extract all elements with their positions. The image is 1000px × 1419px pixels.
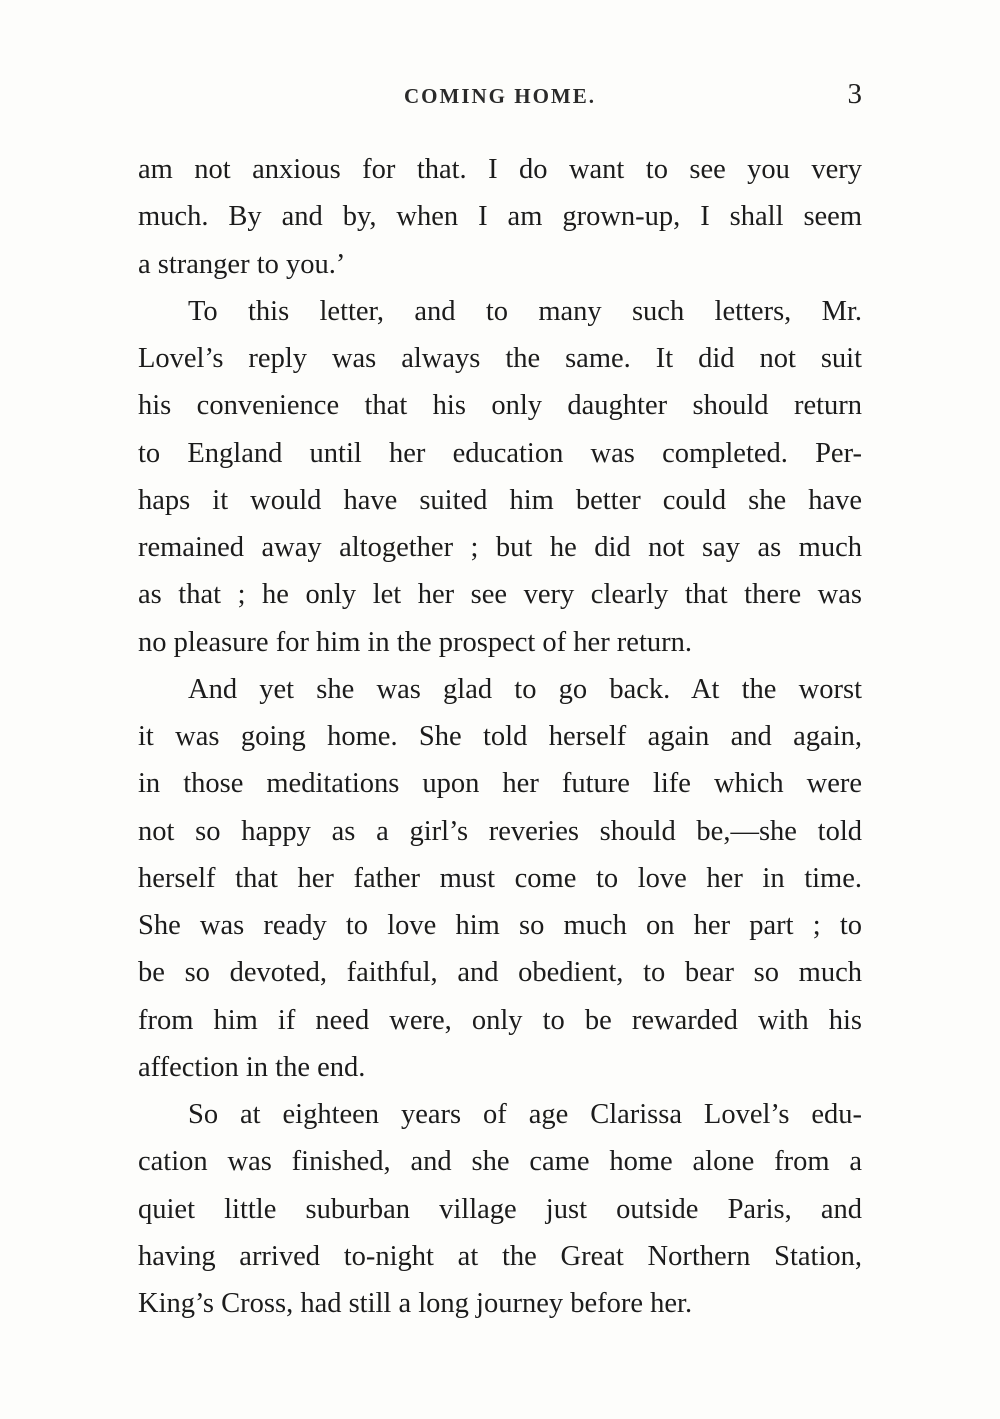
text-line: remained away altogether ; but he did not say as much <box>138 532 862 563</box>
text-line: from him if need were, only to be rewarded with his <box>138 1004 862 1036</box>
text-line: much. By and by, when I am grown-up, I shall seem <box>138 201 862 233</box>
text-line: his convenience that his only daughter should return <box>138 390 862 422</box>
text-line: King’s Cross, had still a long journey before her. <box>138 1288 693 1319</box>
text-line: not so happy as a girl’s reveries should be,—she told <box>138 815 862 847</box>
text-line: haps it would have suited him better could she have <box>138 484 862 516</box>
text-line: cation was finished, and she came home alone from a <box>138 1146 862 1178</box>
text-line: as that ; he only let her see very clearly that there was <box>138 579 862 611</box>
text-line: And yet she was glad to go back. At the worst <box>188 673 862 705</box>
body-text <box>138 146 862 1327</box>
running-head <box>138 78 862 110</box>
text-line: in those meditations upon her future life which were <box>138 768 862 800</box>
text-line: be so devoted, faithful, and obedient, to bear so much <box>138 957 862 989</box>
text-line: no pleasure for him in the prospect of her return. <box>138 626 692 658</box>
text-line: to England until her education was completed. Per- <box>138 437 862 469</box>
text-line: She was ready to love him so much on her part ; to <box>138 910 862 941</box>
text-line: am not anxious for that. I do want to see you very <box>138 154 862 185</box>
running-title: COMING HOME. <box>404 84 596 108</box>
text-line: having arrived to-night at the Great Northern Station, <box>138 1240 862 1272</box>
text-line: herself that her father must come to love her in time. <box>138 862 862 894</box>
text-line: affection in the end. <box>138 1051 366 1083</box>
text-line: it was going home. She told herself again and again, <box>138 721 862 752</box>
page-number: 3 <box>847 78 862 110</box>
text-line: So at eighteen years of age Clarissa Lovel’s edu- <box>188 1099 862 1130</box>
text-line: quiet little suburban village just outside Paris, and <box>138 1193 862 1225</box>
text-line: a stranger to you.’ <box>138 248 346 280</box>
text-line: To this letter, and to many such letters, Mr. <box>188 295 862 327</box>
text-line: Lovel’s reply was always the same. It did not suit <box>138 343 862 374</box>
